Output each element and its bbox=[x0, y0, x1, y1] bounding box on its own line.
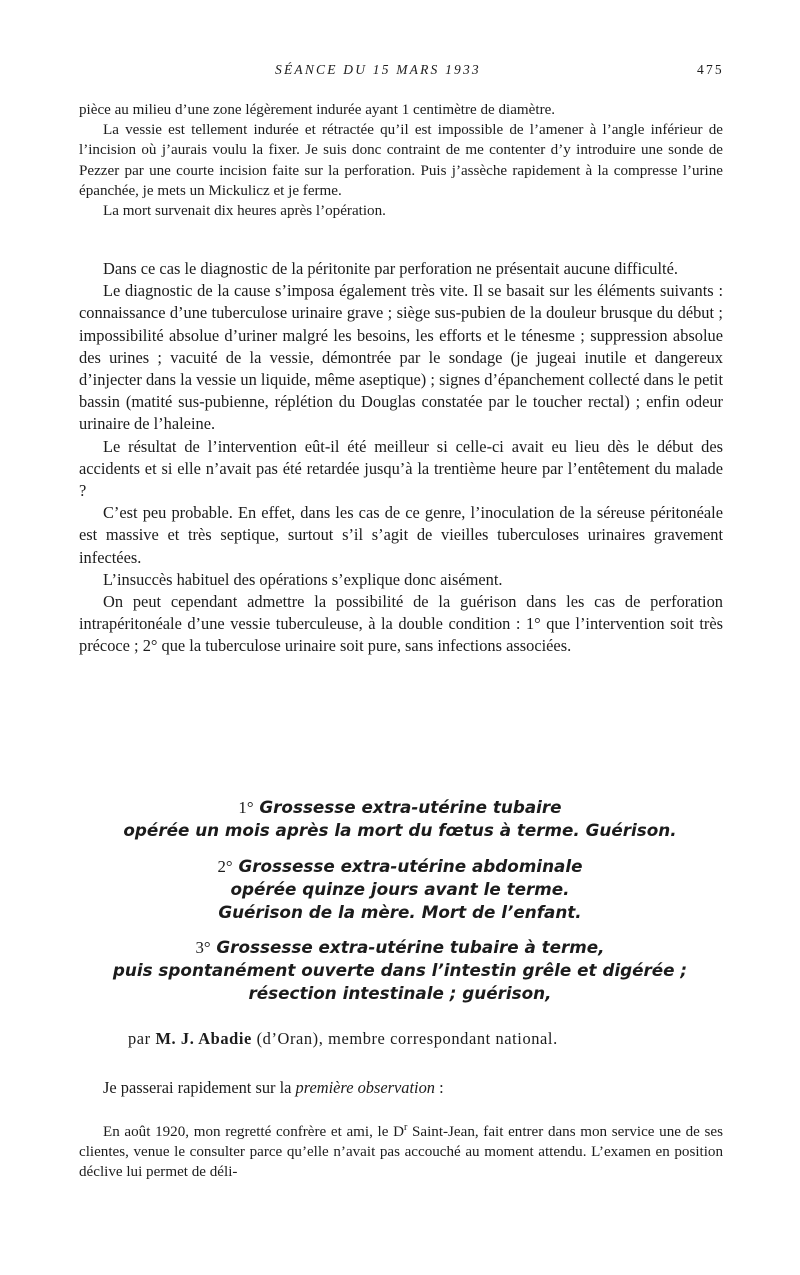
paragraph: La mort survenait dix heures après l’opération. bbox=[103, 203, 386, 220]
byline-affiliation: (d’Oran), membre correspondant national. bbox=[256, 1029, 558, 1048]
heading-number: 1° bbox=[238, 798, 254, 817]
intro-emphasis: première observation bbox=[295, 1078, 435, 1097]
paragraph bbox=[79, 1122, 723, 1183]
paragraph: pièce au milieu d’une zone légèrement indurée ayant 1 centimètre de diamètre. bbox=[79, 102, 556, 118]
heading-number: 3° bbox=[195, 938, 211, 958]
paragraph: C’est peu probable. En effet, dans les cas de ce genre, l’inoculation de la séreuse péritonéale est massive et très septique, surtout s’il s’agit de vieilles tuberculoses urinaires gravement infectées. bbox=[79, 503, 723, 567]
page-number: 475 bbox=[697, 62, 724, 77]
heading-1 bbox=[60, 796, 740, 842]
heading-line: puis spontanément ouverte dans l’intestin grêle et digérée ; bbox=[112, 960, 688, 981]
heading-line: Grossesse extra-utérine tubaire bbox=[259, 797, 562, 817]
paragraph: La vessie est tellement indurée et rétractée qu’il est impossible de l’amener à l’angle inférieur de l’incision où j’aurais voulu la fixer. Je suis donc contraint de me contenter d’y introduire une sonde de Pezzer par une courte incision faite sur la perforation. Puis j’assèche rapidement à la compresse l’urine épanchée, je mets un Mickulicz et je ferme. bbox=[79, 122, 723, 199]
top-text-block bbox=[79, 100, 723, 221]
intro-text: Je passerai rapidement sur la bbox=[103, 1078, 292, 1097]
paragraph: Dans ce cas le diagnostic de la péritonite par perforation ne présentait aucune difficulté. bbox=[103, 259, 678, 278]
intro-line bbox=[103, 1078, 723, 1098]
paragraph: On peut cependant admettre la possibilité de la guérison dans les cas de perforation intrapéritonéale d’une vessie tuberculeuse, à la double condition : 1° que l’intervention soit très précoce ; 2° que la tuberculose urinaire soit pure, sans infections associées. bbox=[79, 592, 723, 656]
byline-prefix: par bbox=[128, 1029, 151, 1048]
doctor-superscript: r bbox=[403, 1121, 408, 1133]
article-headings bbox=[60, 796, 740, 1017]
case-text-rest: Saint-Jean, fait entrer dans mon service une de ses clientes, venue le consulter parce qu’elle n’avait pas accouché au moment attendu. L’examen en position déclive lui permet de déli- bbox=[79, 1124, 723, 1181]
heading-line: opérée un mois après la mort du fœtus à terme. Guérison. bbox=[123, 820, 677, 841]
heading-line: Grossesse extra-utérine tubaire à terme, bbox=[216, 937, 605, 958]
heading-line: Grossesse extra-utérine abdominale bbox=[238, 855, 583, 876]
heading-line: opérée quinze jours avant le terme. bbox=[230, 879, 570, 900]
paragraph: Le résultat de l’intervention eût-il été meilleur si celle-ci avait eu lieu dès le début des accidents et si elle n’avait pas été retardée jusqu’à la trentième heure par l’entêtement du malade ? bbox=[79, 436, 723, 501]
heading-number: 2° bbox=[217, 856, 233, 876]
running-head-title: SÉANCE DU 15 MARS 1933 bbox=[275, 62, 481, 77]
running-head bbox=[0, 62, 800, 82]
main-text-block bbox=[79, 258, 723, 658]
case-text-start: En août 1920, mon regretté confrère et ami, le D bbox=[103, 1124, 404, 1140]
heading-2 bbox=[60, 855, 740, 923]
case-text-block bbox=[79, 1122, 723, 1183]
paragraph: Le diagnostic de la cause s’imposa également très vite. Il se basait sur les éléments suivants : connaissance d’une tuberculose urinaire grave ; siège sus-pubien de la douleur brusque du début ; impossibilité absolue d’uriner malgré les besoins, les efforts et le ténesme ; suppression absolue des urines ; vacuité de la vessie, démontrée par le sondage (je jugeai inutile et dangereux d’injecter dans la vessie un liquide, même aseptique) ; signes d’épanchement collecté dans le petit bassin (matité sus-pubienne, réplétion du Douglas constatée par le toucher rectal) ; enfin odeur urinaire de l’haleine. bbox=[79, 281, 723, 434]
intro-end: : bbox=[434, 1078, 444, 1097]
heading-line: Guérison de la mère. Mort de l’enfant. bbox=[218, 901, 582, 922]
paragraph: L’insuccès habituel des opérations s’explique donc aisément. bbox=[103, 569, 503, 589]
heading-3 bbox=[60, 936, 740, 1004]
author-byline bbox=[128, 1029, 748, 1049]
author-name: M. J. Abadie bbox=[155, 1029, 252, 1048]
heading-line: résection intestinale ; guérison, bbox=[248, 982, 552, 1003]
